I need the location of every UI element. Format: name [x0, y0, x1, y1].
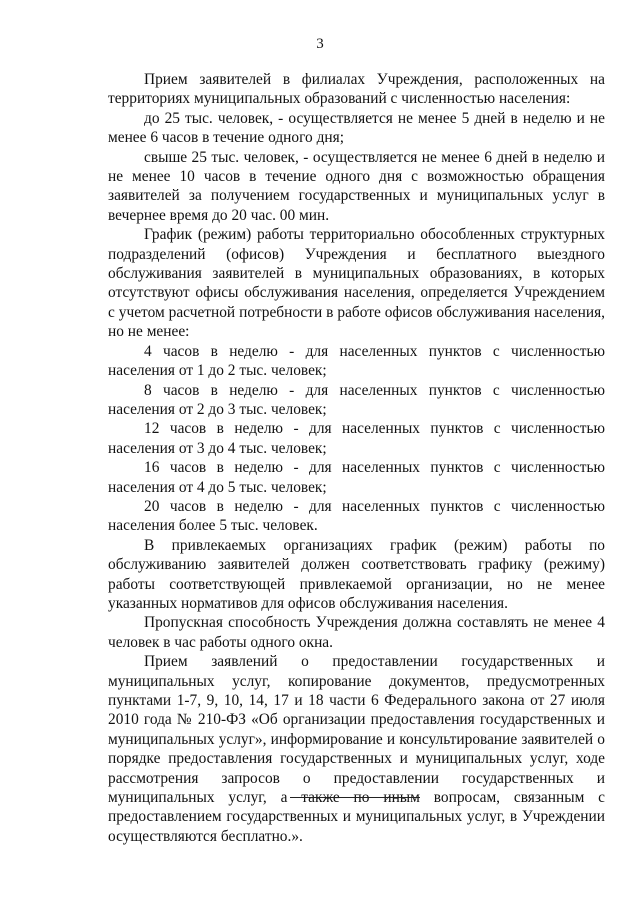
paragraph-over-25k: свыше 25 тыс. человек, - осуществляется не менее 6 дней в неделю и не менее 10 часов в течение одного дня с возможностью обращения заявителей за получением государственных и муниципальных услуг в вечернее время до 20 час. 00 мин.	[108, 148, 605, 224]
paragraph-4-hours: 4 часов в неделю - для населенных пунктов с численностью населения от 1 до 2 тыс. человек;	[108, 342, 605, 380]
paragraph-20-hours: 20 часов в неделю - для населенных пунктов с численностью населения более 5 тыс. человек.	[108, 497, 605, 535]
paragraph-throughput: Пропускная способность Учреждения должна составлять не менее 4 человек в час работы одного окна.	[108, 614, 605, 651]
page-number: 3	[316, 36, 324, 52]
paragraph-12-hours: 12 часов в неделю - для населенных пунктов с численностью населения от 3 до 4 тыс. человек;	[108, 420, 605, 457]
paragraph-schedule-offices: График (режим) работы территориально обособленных структурных подразделений (офисов) Учреждения и бесплатного выездного обслуживания заявителей в муниципальных образованиях, в которых отсутствуют офисы обслуживания населения, определяется Учреждением с учетом расчетной потребности в работе офисов обслуживания населения, но не менее:	[108, 226, 605, 341]
paragraph-up-to-25k: до 25 тыс. человек, - осуществляется не менее 5 дней в неделю и не менее 6 часов в течение одного дня;	[108, 109, 605, 147]
paragraph-free-services: Прием заявлений о предоставлении государственных и муниципальных услуг, копирование документов, предусмотренных пунктами 1-7, 9, 10, 14, 17 и 18 части 6 Федерального закона от 27 июля 2010 года № 210-ФЗ «Об организации предоставления государственных и муниципальных услуг», информирование и консультирование заявителей о порядке предоставления государственных и муниципальных услуг, ходе рассмотрения запросов о предоставлении государственных и муниципальных услуг, а также по иным вопросам, связанным с предоставлением государственных и муниципальных услуг, в Учреждении осуществляются бесплатно.».	[108, 653, 605, 845]
closing-divider	[290, 797, 420, 798]
paragraph-involved-organizations: В привлекаемых организациях график (режим) работы по обслуживанию заявителей должен соответствовать графику (режиму) работы соответствующей привлекаемой организации, но не менее указанных нормативов для офисов обслуживания населения.	[108, 536, 605, 612]
paragraph-8-hours: 8 часов в неделю - для населенных пунктов с численностью населения от 2 до 3 тыс. человек;	[108, 381, 605, 418]
paragraph-reception-branches: Прием заявителей в филиалах Учреждения, расположенных на территориях муниципальных образований с численностью населения:	[108, 71, 605, 108]
paragraph-16-hours: 16 часов в неделю - для населенных пунктов с численностью населения от 4 до 5 тыс. человек;	[108, 459, 605, 496]
document-body	[108, 70, 605, 846]
